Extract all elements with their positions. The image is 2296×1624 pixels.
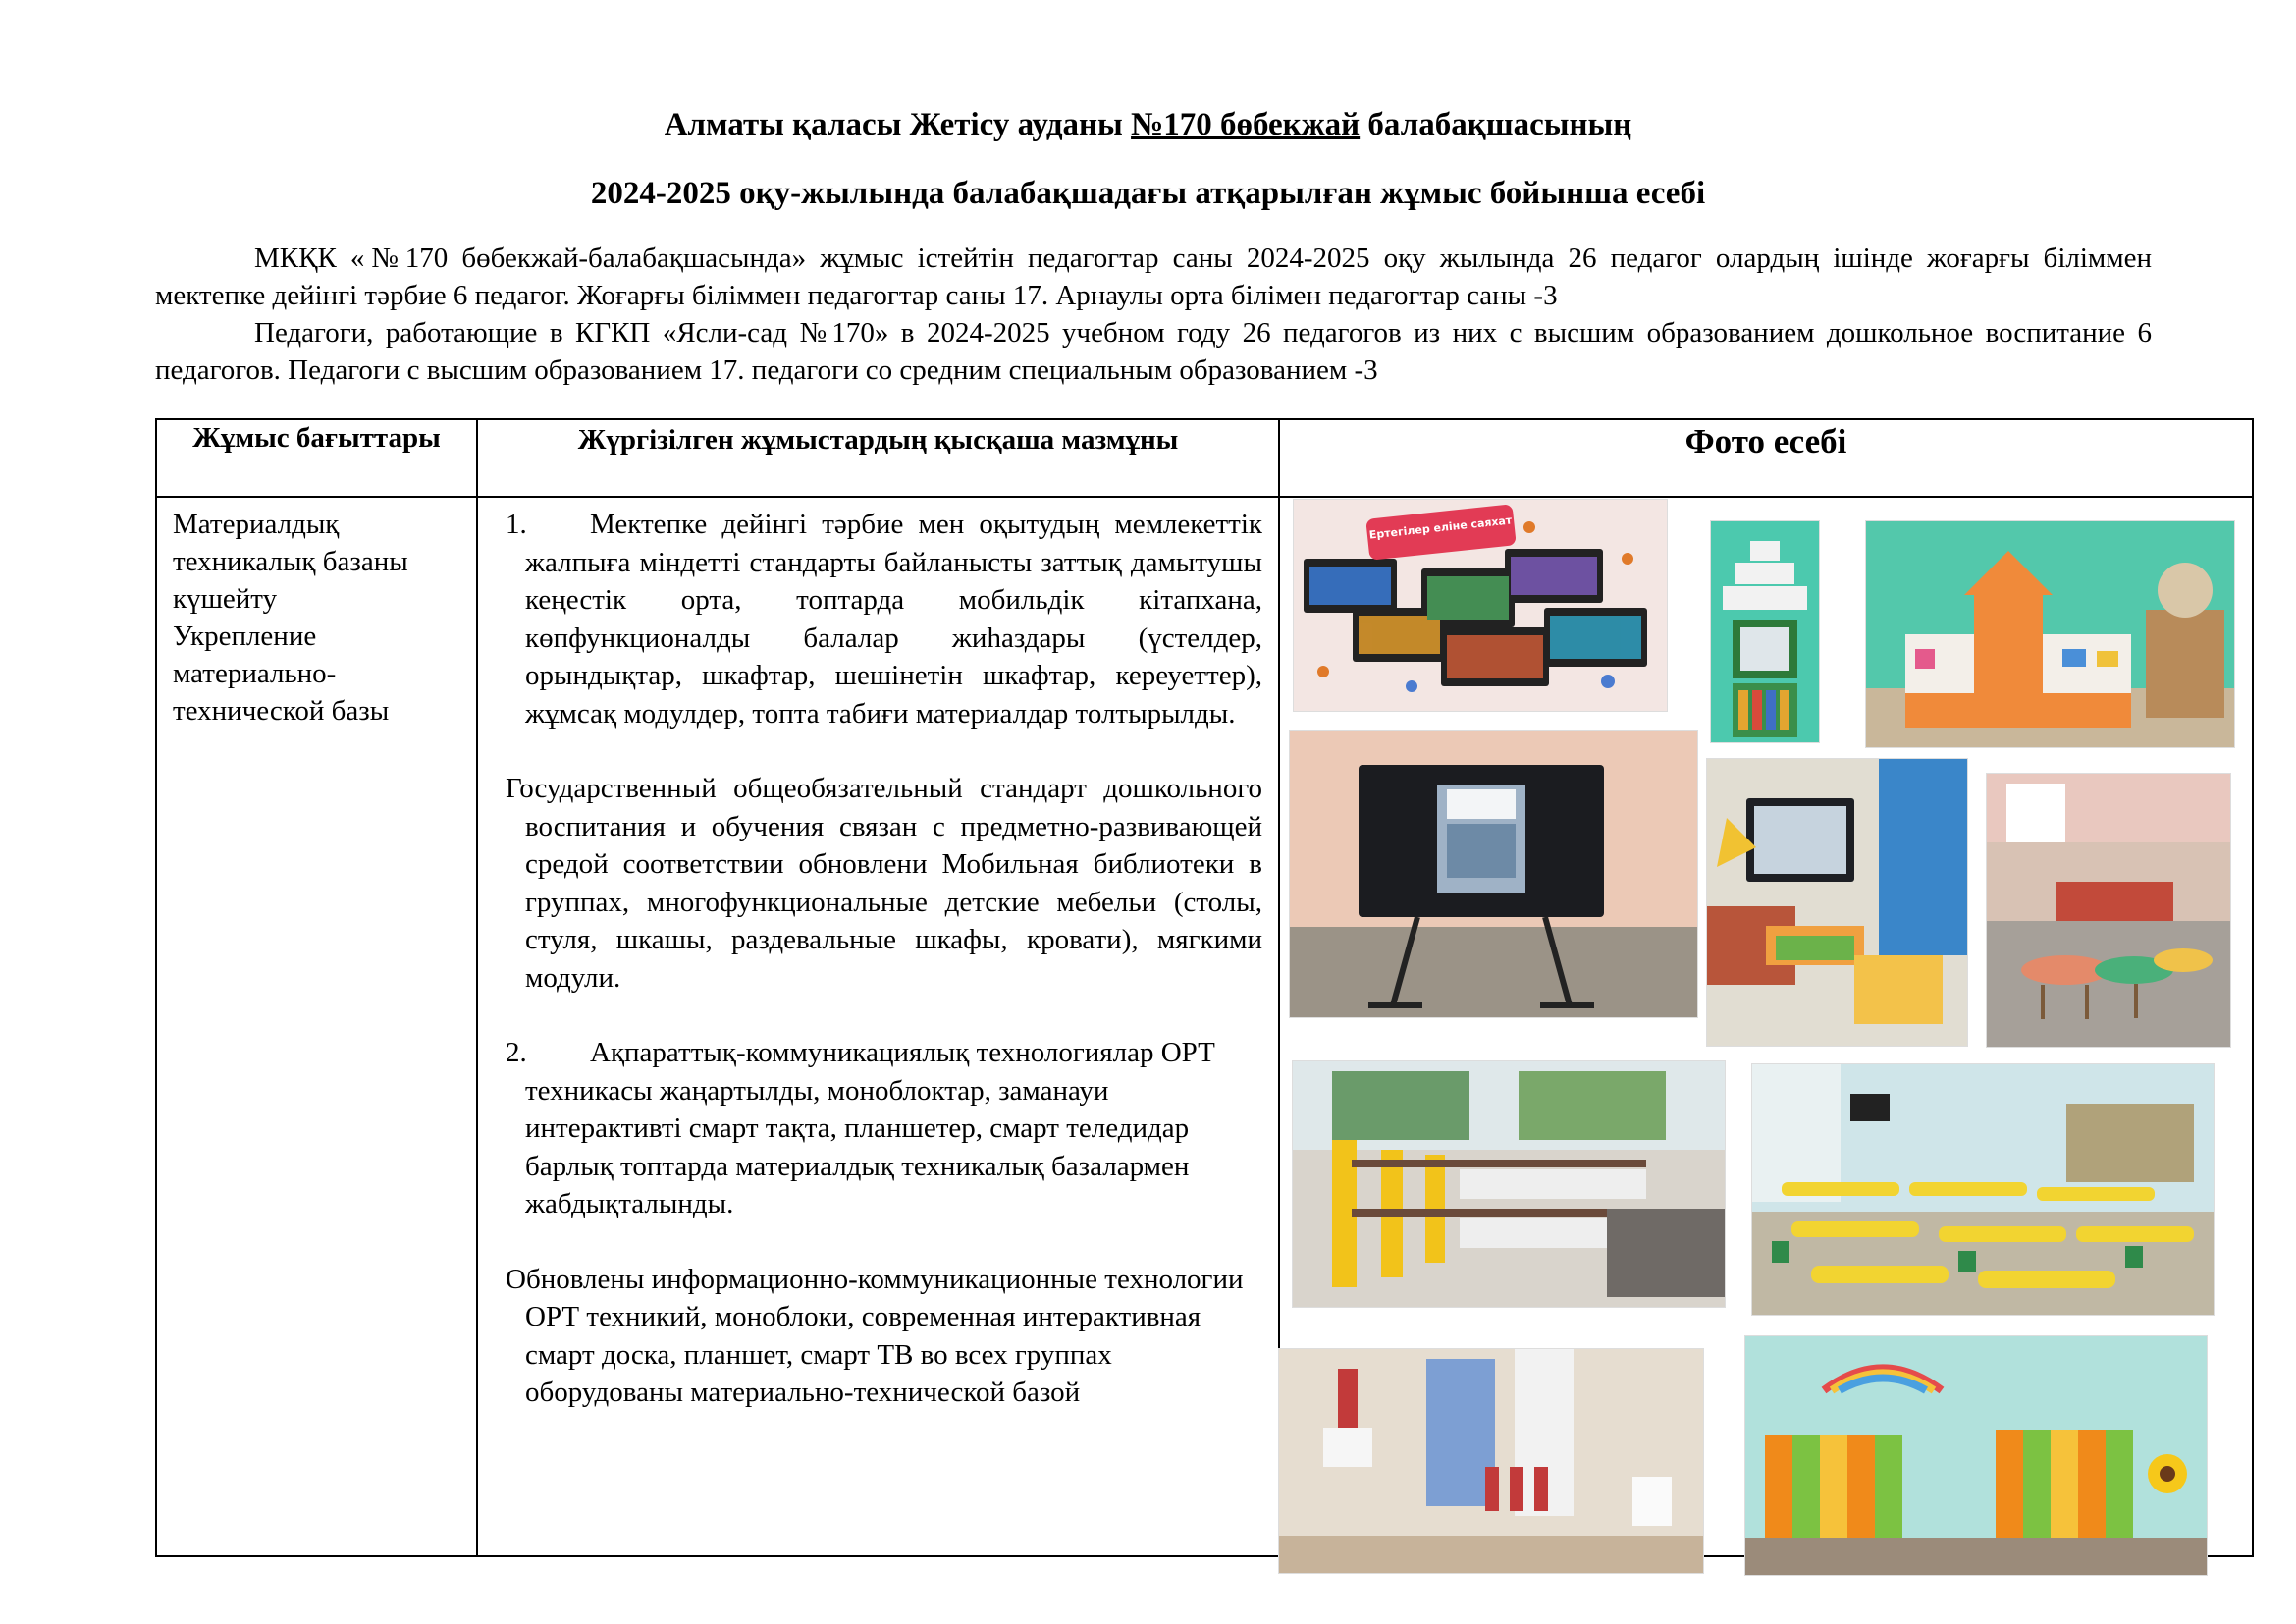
direction-kazakh: Материалдық техникалық базаны күшейту [173,509,408,615]
item2-kazakh: 2. Ақпараттық-коммуникациялық технологиялар ОРТ техникасы жаңартылды, моноблоктар, заманауи интерактивті смарт тақта, планшетер, смарт теледидар барлық топтарда материалдық техникалық базалармен жабдықталынды. [506,1037,1215,1219]
document-title-line1: Алматы қаласы Жетісу ауданы №170 бөбекжай балабақшасының [664,107,1632,142]
photo-locker-room [1744,1335,2208,1576]
photo-washroom [1278,1348,1704,1574]
photo-monitor-corner [1706,758,1968,1047]
direction-cell [156,497,477,1556]
photo-classroom-desks [1751,1063,2215,1316]
direction-russian: Укрепление материально-технической базы [173,621,390,727]
content-cell [477,497,1279,1556]
photo-wall-decoration [1293,499,1668,712]
document-title-line2: 2024-2025 оқу-жылында балабақшадағы атқарылған жұмыс бойынша есебі [590,176,1706,211]
kindergarten-number: №170 бөбекжай [1131,107,1361,142]
header-photo: Фото есебі [1279,419,2253,497]
table-header-row [156,419,2253,497]
photo-classroom-tables [1986,773,2231,1048]
intro-kazakh: МКҚК «№170 бөбекжай-балабақшасында» жұмыс істейтін педагогтар саны 2024-2025 оқу жылында 26 педагог олардың ішінде жоғарғы біліммен мектепке дейінгі тәрбие 6 педагог. Жоғарғы біліммен педагогтар саны 17. Арнаулы орта білімен педагогтар саны -3 [155,243,2152,311]
header-content: Жүргізілген жұмыстардың қысқаша мазмұны [477,419,1279,497]
photo-book-shelf [1710,520,1820,743]
item1-kazakh: 1. Мектепке дейінгі тәрбие мен оқытудың мемлекеттік жалпыға міндетті стандарты байланысты заттық дамытушы кеңестік орта, топтарда мобильдік кітапхана, көпфункционалды балалар жиһаздары (үстелдер, орындықтар, шкафтар, шешінетін шкафтар, кереуеттер), жұмсақ модулдер, топта табиғи материалдар толтырылды. [506,509,1262,730]
intro-russian: Педагоги, работающие в КГКП «Ясли-сад №170» в 2024-2025 учебном году 26 педагогов из них с высшим образованием дошкольное воспитание 6 педагогов. Педагоги с высшим образованием 17. педагоги со средним специальным образованием -3 [155,317,2152,386]
photo-bedroom [1292,1060,1726,1308]
photo-interactive-board [1289,730,1698,1018]
item2-russian: Обновлены информационно-коммуникационные технологии ОРТ техникий, моноблоки, современная интерактивная смарт доска, планшет, смарт ТВ во всех группах оборудованы материально-технической базой [506,1263,1244,1408]
item1-russian: Государственный общеобязательный стандарт дошкольного воспитания и обучения связан с предметно-развивающей средой соответствии обновлени Мобильная библиотеки в группах, многофункциональные детские мебельи (столы, стуля, шкашы, раздевальные шкафы, кровати), мягкими модули. [506,773,1262,994]
photo-toy-cabinet [1865,520,2235,748]
photo-banner-text: Ертегілер еліне саяхат [1368,514,1513,542]
header-direction: Жұмыс бағыттары [156,419,477,497]
